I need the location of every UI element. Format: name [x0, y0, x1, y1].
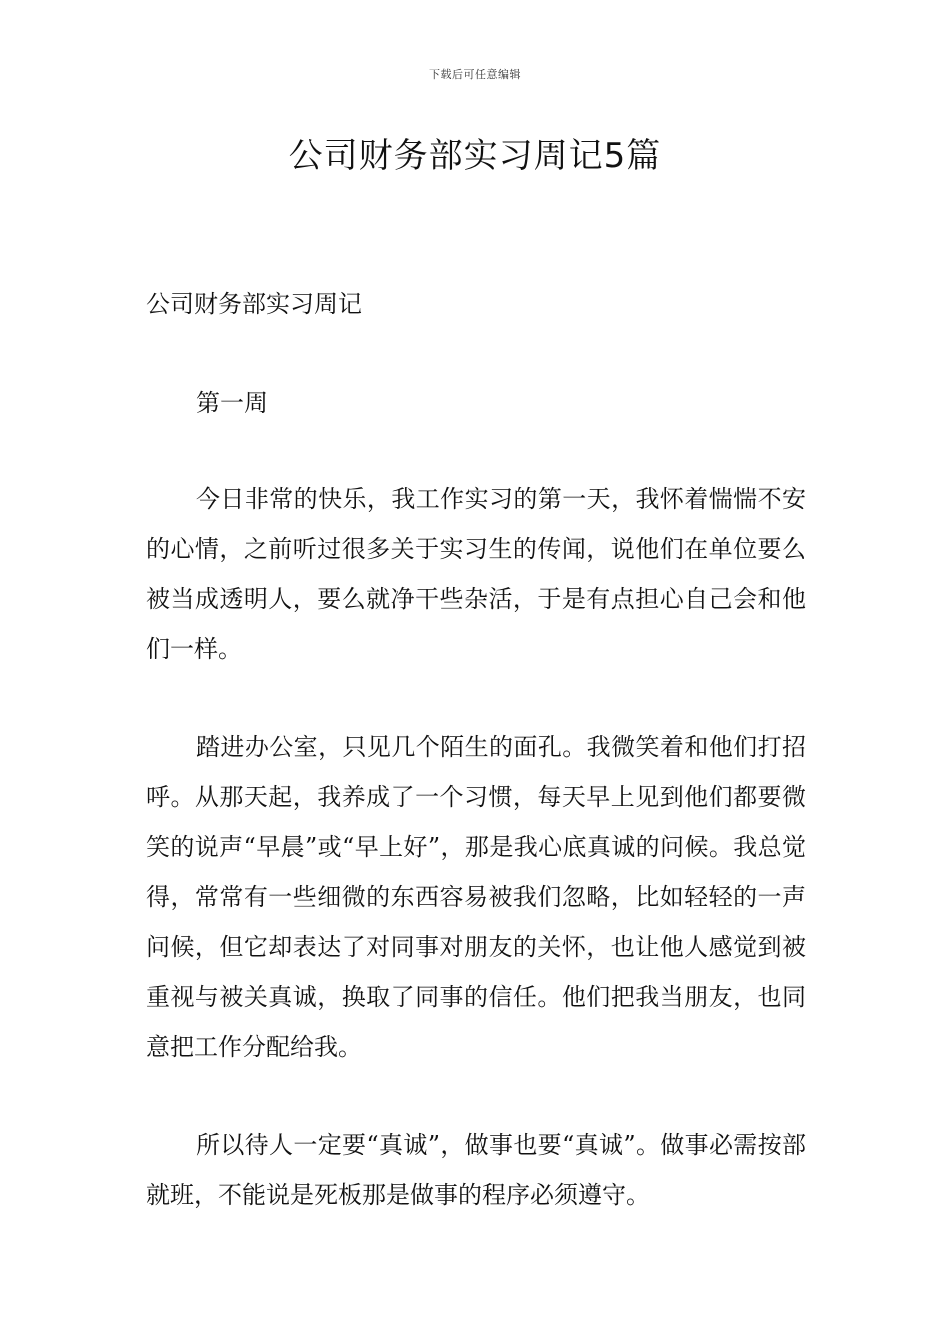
document-title: 公司财务部实习周记5篇: [288, 136, 662, 176]
section-subheading: 公司财务部实习周记: [146, 290, 362, 318]
paragraph-1: 今日非常的快乐，我工作实习的第一天，我怀着惴惴不安的心情，之前听过很多关于实习生的传闻，说他们在单位要么被当成透明人，要么就净干些杂活，于是有点担心自己会和他们一样。: [146, 485, 806, 663]
week-label: 第一周: [196, 389, 268, 417]
header-note: 下载后可任意编辑: [429, 68, 521, 81]
paragraph-2: 踏进办公室，只见几个陌生的面孔。我微笑着和他们打招呼。从那天起，我养成了一个习惯，每天早上见到他们都要微笑的说声“早晨”或“早上好”，那是我心底真诚的问候。我总觉得，常常有一些细微的东西容易被我们忽略，比如轻轻的一声问候，但它却表达了对同事对朋友的关怀，也让他人感觉到被重视与被关真诚，换取了同事的信任。他们把我当朋友，也同意把工作分配给我。: [146, 733, 806, 1061]
paragraph-3: 所以待人一定要“真诚”，做事也要“真诚”。做事必需按部就班，不能说是死板那是做事的程序必须遵守。: [146, 1131, 806, 1209]
